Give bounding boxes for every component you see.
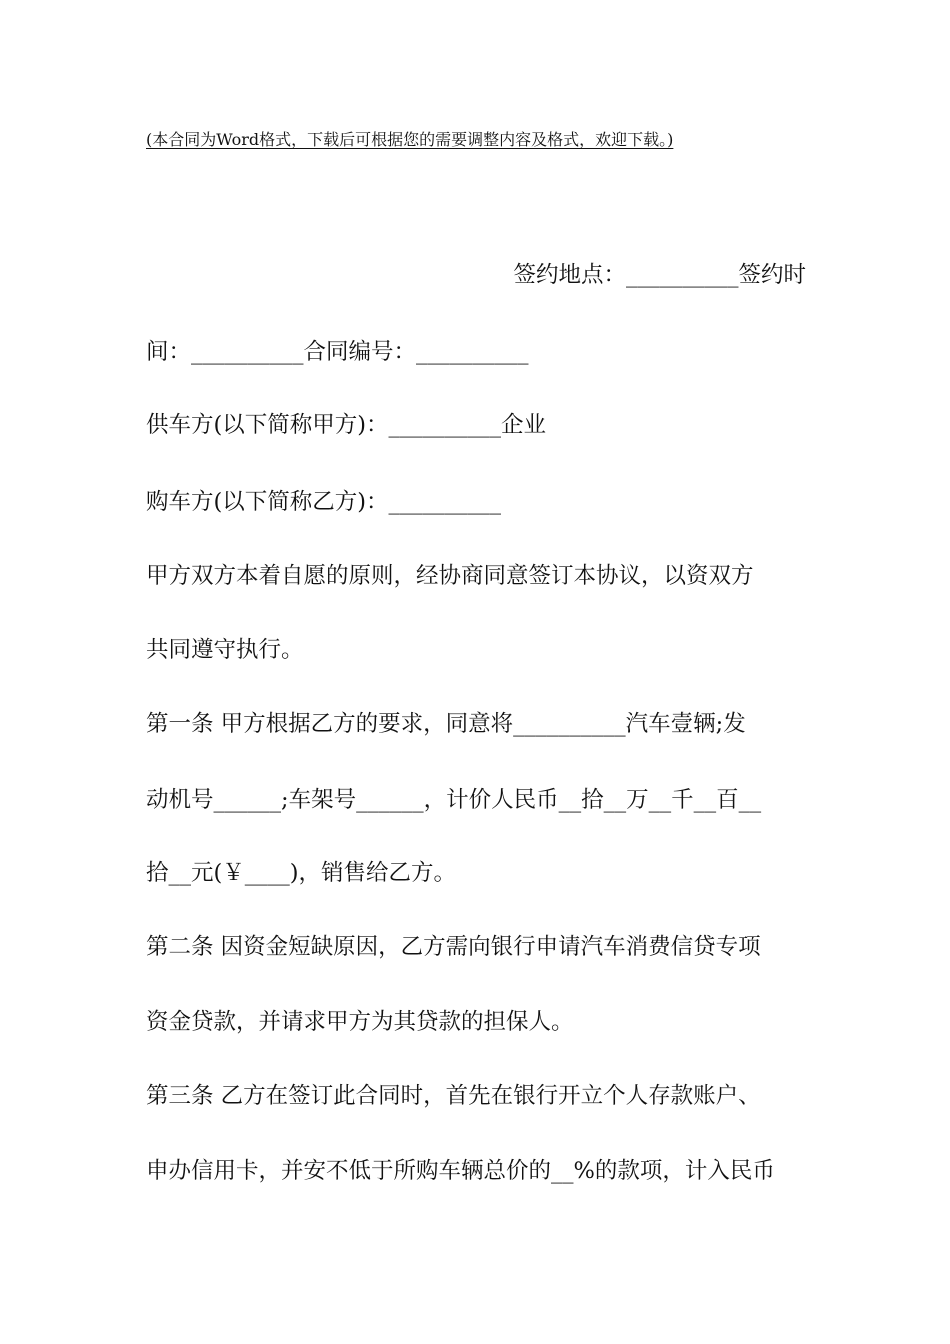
format-note: (本合同为Word格式，下载后可根据您的需要调整内容及格式，欢迎下载。) [146,130,674,149]
preamble-line-1: 甲方双方本着自愿的原则，经协商同意签订本协议，以资双方 [146,563,754,589]
supplier-line: 供车方(以下简称甲方)：__________企业 [146,412,547,438]
signing-place-line: 签约地点：__________签约时 [513,262,806,288]
article-3-line-1: 第三条 乙方在签订此合同时，首先在银行开立个人存款账户、 [146,1083,761,1109]
article-2-line-2: 资金贷款，并请求甲方为其贷款的担保人。 [146,1009,574,1035]
article-3-line-2: 申办信用卡，并安不低于所购车辆总价的__%的款项，计入民币 [146,1158,775,1184]
article-1-line-2: 动机号______;车架号______，计价人民币__拾__万__千__百__ [146,787,762,813]
buyer-line: 购车方(以下简称乙方)：__________ [146,489,502,515]
article-1-line-3: 拾__元(￥____)，销售给乙方。 [146,860,457,886]
article-2-line-1: 第二条 因资金短缺原因，乙方需向银行申请汽车消费信贷专项 [146,934,761,960]
signing-time-line: 间：__________合同编号：__________ [146,339,529,365]
article-1-line-1: 第一条 甲方根据乙方的要求，同意将__________汽车壹辆;发 [146,711,746,737]
preamble-line-2: 共同遵守执行。 [146,637,304,663]
